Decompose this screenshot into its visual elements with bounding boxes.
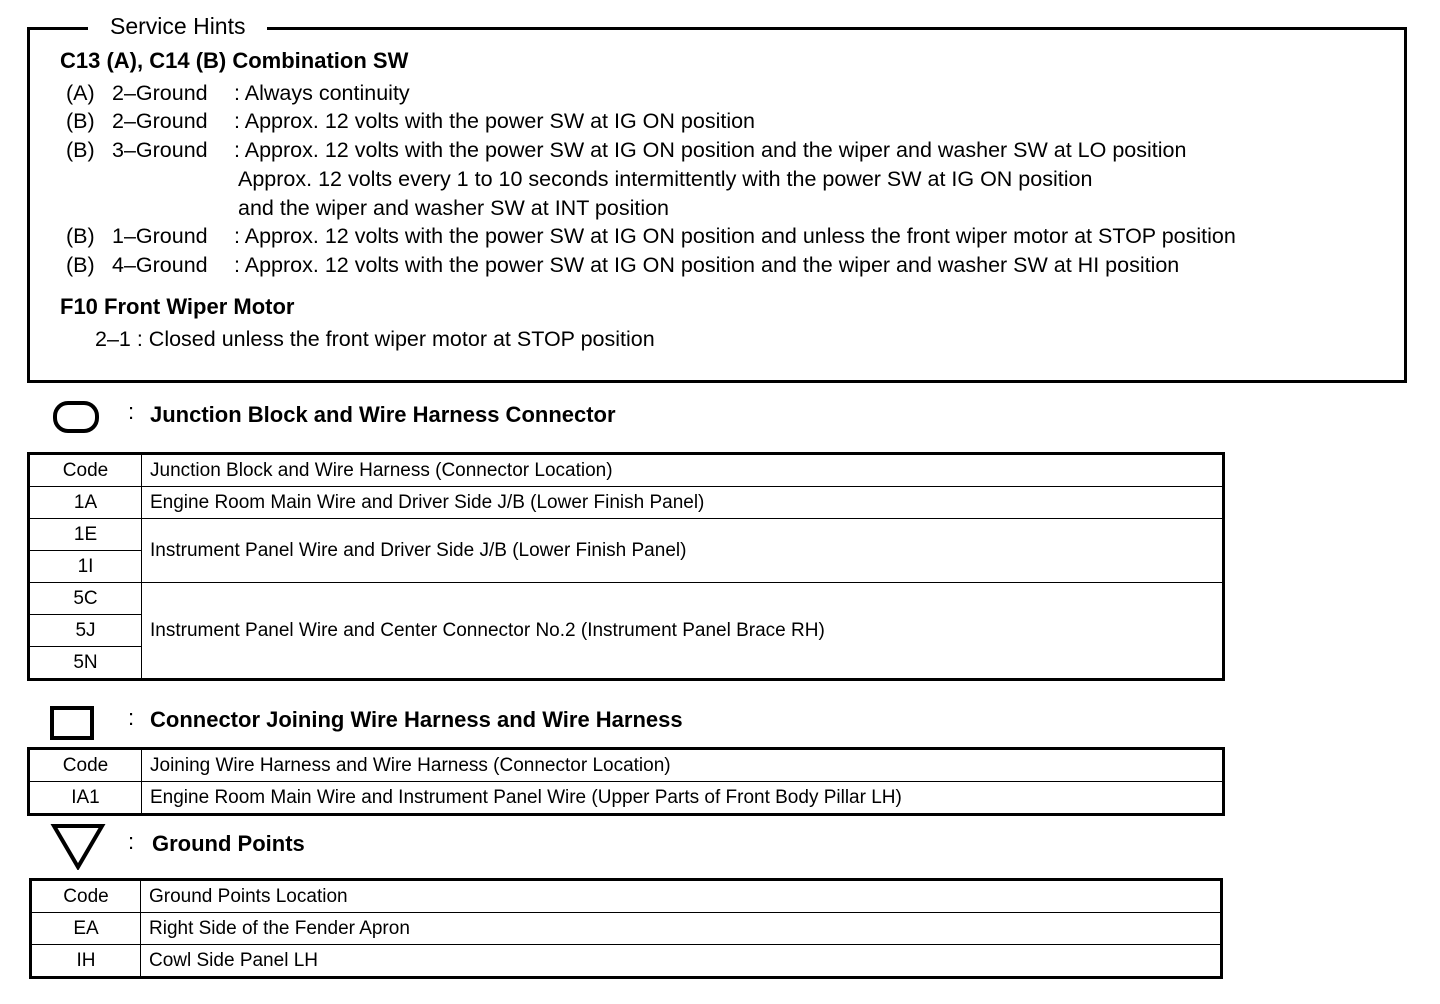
table-row — [31, 913, 1222, 945]
table-row — [29, 583, 1224, 615]
code-cell: 5N — [29, 647, 142, 680]
joining-connector-colon: : — [128, 705, 135, 730]
junction-block-table — [27, 452, 1225, 681]
table-row — [29, 782, 1224, 815]
down-triangle-icon — [50, 822, 106, 870]
table-header-row — [31, 880, 1222, 913]
table-row — [31, 945, 1222, 978]
service-hints-title: Service Hints — [88, 12, 267, 40]
joining-connector-table — [27, 747, 1225, 816]
location-cell: Cowl Side Panel LH — [141, 945, 1222, 978]
code-header: Code — [29, 454, 142, 487]
code-cell: IA1 — [29, 782, 142, 815]
table-header-row — [29, 749, 1224, 782]
ground-points-colon: : — [128, 829, 135, 854]
code-header: Code — [29, 749, 142, 782]
front-wiper-motor-heading: F10 Front Wiper Motor — [60, 294, 295, 319]
location-cell: Engine Room Main Wire and Instrument Panel Wire (Upper Parts of Front Body Pillar LH) — [142, 782, 1224, 815]
code-cell: 5C — [29, 583, 142, 615]
location-cell: Instrument Panel Wire and Driver Side J/B (Lower Finish Panel) — [142, 519, 1224, 583]
location-cell: Engine Room Main Wire and Driver Side J/B (Lower Finish Panel) — [142, 487, 1224, 519]
location-header: Junction Block and Wire Harness (Connector Location) — [142, 454, 1224, 487]
ground-points-caption: Ground Points — [152, 831, 305, 856]
ground-points-table — [29, 878, 1223, 979]
code-cell: 1I — [29, 551, 142, 583]
location-cell: Right Side of the Fender Apron — [141, 913, 1222, 945]
code-cell: 5J — [29, 615, 142, 647]
table-row — [29, 519, 1224, 551]
junction-block-colon: : — [128, 399, 135, 424]
code-cell: 1E — [29, 519, 142, 551]
location-header: Ground Points Location — [141, 880, 1222, 913]
rounded-rectangle-icon — [52, 400, 100, 434]
code-cell: 1A — [29, 487, 142, 519]
code-cell: IH — [31, 945, 141, 978]
code-cell: EA — [31, 913, 141, 945]
rectangle-icon — [49, 705, 95, 741]
table-header-row — [29, 454, 1224, 487]
combination-sw-heading: C13 (A), C14 (B) Combination SW — [60, 48, 409, 73]
code-header: Code — [31, 880, 141, 913]
table-row — [29, 487, 1224, 519]
hint-line: 2–1 : Closed unless the front wiper motor at STOP position — [95, 327, 655, 351]
location-header: Joining Wire Harness and Wire Harness (Connector Location) — [142, 749, 1224, 782]
location-cell: Instrument Panel Wire and Center Connector No.2 (Instrument Panel Brace RH) — [142, 583, 1224, 680]
junction-block-caption: Junction Block and Wire Harness Connector — [150, 402, 616, 427]
joining-connector-caption: Connector Joining Wire Harness and Wire Harness — [150, 707, 683, 732]
